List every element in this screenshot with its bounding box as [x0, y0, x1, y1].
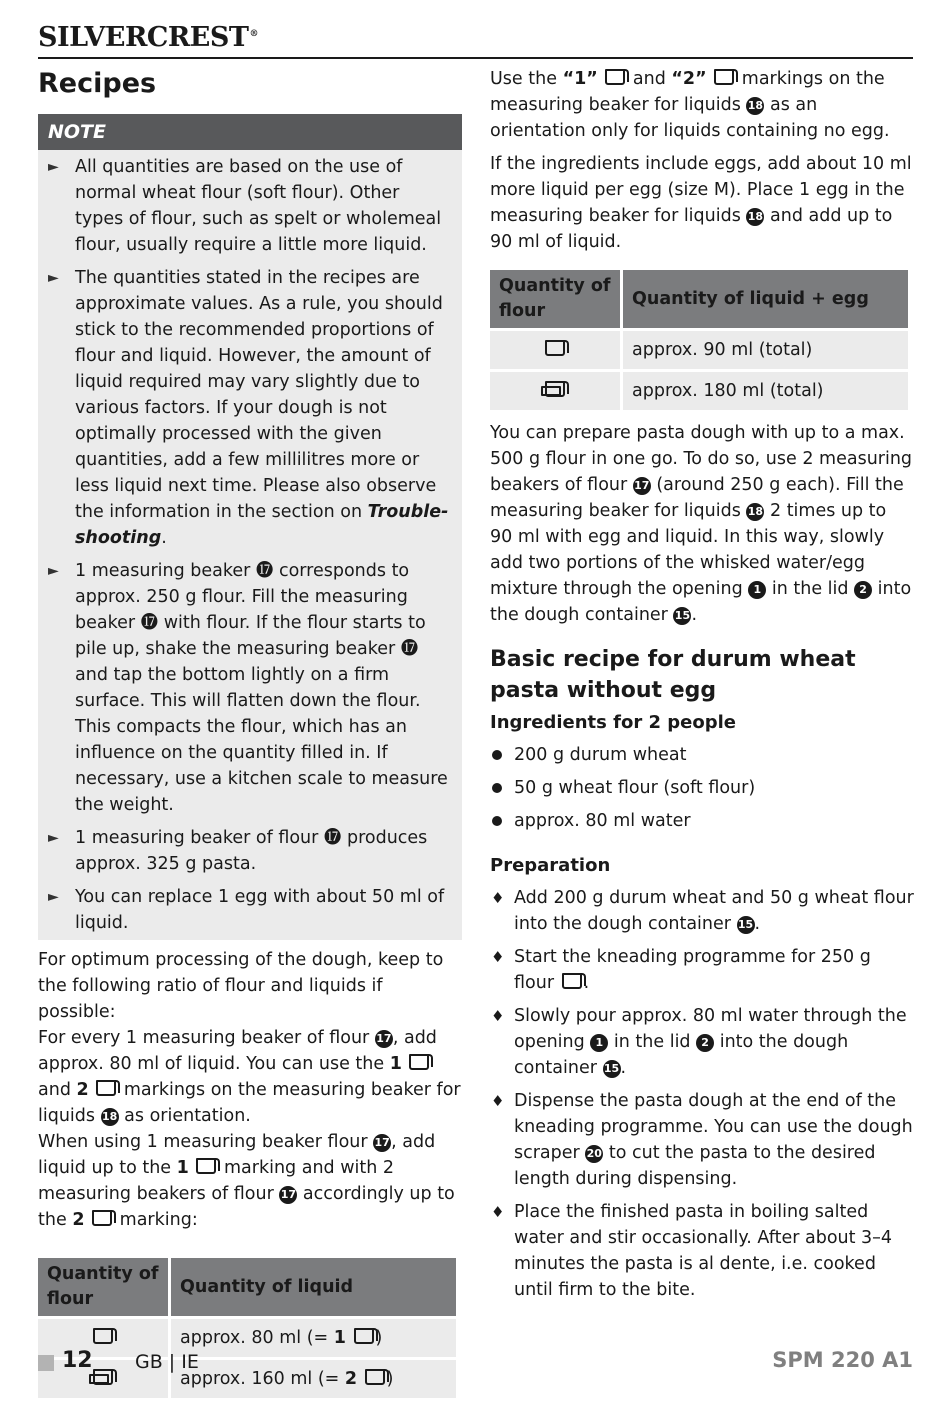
preparation-title: Preparation: [490, 855, 611, 876]
ref-17-icon: 17: [633, 477, 651, 495]
ratio-intro: For optimum processing of the dough, keep to the following ratio of flour and liquids if possible:: [38, 950, 444, 1022]
diamond-icon: ♦: [491, 1092, 505, 1110]
ref-18-icon: 18: [746, 97, 764, 115]
arrow-icon: ►: [48, 830, 59, 846]
ingredient-item: approx. 80 ml water: [490, 808, 914, 834]
one-beaker-icon: [545, 340, 565, 356]
ref-1-icon: 1: [748, 581, 766, 599]
diamond-icon: ♦: [491, 1203, 505, 1221]
prep-step: ♦ Slowly pour approx. 80 ml water through the opening 1 in the lid 2 into the dough container 15.: [490, 1003, 914, 1081]
ref-20-icon: 20: [585, 1145, 603, 1163]
marking-text: When using 1 measuring beaker flour 17, add liquid up to the 1 marking and with 2 measuring beakers of flour 17 accordingly up to the 2 marking:: [38, 1132, 455, 1230]
table-header-liquid-egg: Quantity of liquid + egg: [623, 270, 908, 328]
ref-2-icon: 2: [696, 1034, 714, 1052]
egg-table: [487, 267, 911, 413]
language-label: GB | IE: [135, 1351, 199, 1373]
brand-logo: SILVERCREST®: [38, 22, 258, 53]
table-header-liquid: Quantity of liquid: [171, 1258, 456, 1316]
footer: [38, 1348, 913, 1376]
table-row: approx. 160 ml (= 2 ): [38, 1360, 456, 1398]
beaker-mark-icon: [354, 1328, 374, 1344]
note-item: ► 1 measuring beaker of flour ⓱ produces approx. 325 g pasta.: [48, 825, 452, 877]
table-header-flour: Quantity of flour: [490, 270, 620, 328]
ingredient-item: 50 g wheat flour (soft flour): [490, 775, 914, 801]
note-label: NOTE: [38, 114, 462, 150]
prep-step: ♦ Start the kneading programme for 250 g flour .: [490, 944, 914, 996]
page-number: 12: [62, 1348, 93, 1373]
beaker-mark-icon: [196, 1158, 216, 1174]
ref-17-icon: 17: [375, 1030, 393, 1048]
diamond-icon: ♦: [491, 948, 505, 966]
ref-2-icon: 2: [854, 581, 872, 599]
left-column: [38, 66, 462, 1401]
page-marker: [38, 1355, 54, 1371]
max-dough-text: You can prepare pasta dough with up to a max. 500 g flour in one go. To do so, use 2 measuring beakers of flour 17 (around 250 g each). Fill the measuring beaker for liquids 18 2 times up to 90 ml with egg and liquid. In this way, slowly add two portions of the whisked water/egg mixture through the opening 1 in the lid 2 into the dough container 15.: [490, 423, 913, 625]
note-box: [38, 150, 462, 940]
ingredients-title: Ingredients for 2 people: [490, 712, 736, 733]
table-row: approx. 180 ml (total): [490, 372, 908, 410]
ref-18-icon: 18: [746, 208, 764, 226]
ref-15-icon: 15: [737, 916, 755, 934]
arrow-icon: ►: [48, 889, 59, 905]
table-row: approx. 80 ml (= 1 ): [38, 1319, 456, 1357]
note-item: ► You can replace 1 egg with about 50 ml of liquid.: [48, 884, 452, 936]
note-item: ► All quantities are based on the use of normal wheat flour (soft flour). Other types of flour, such as spelt or wholemeal flour, usually require a little more liquid.: [48, 154, 452, 258]
arrow-icon: ►: [48, 159, 59, 175]
ratio-text: For every 1 measuring beaker of flour 17, add approx. 80 ml of liquid. You can use the 1 and 2 markings on the measuring beaker for liquids 18 as orientation.: [38, 1028, 461, 1126]
ref-15-icon: 15: [603, 1060, 621, 1078]
bullet-icon: [492, 783, 502, 793]
note-item: ► The quantities stated in the recipes are approximate values. As a rule, you should stick to the recommended proportions of flour and liquid. However, the amount of liquid required may vary slightly due to various factors. If your dough is not optimally processed with the given quantities, add a few millilitres more or less liquid next time. Please also observe the information in the section on Trouble-shooting.: [48, 265, 452, 551]
beaker-mark-icon: [714, 69, 734, 85]
ingredient-item: 200 g durum wheat: [490, 742, 914, 768]
note-item: ► 1 measuring beaker ⓱ corresponds to approx. 250 g flour. Fill the measuring beaker ⓱ with flour. If the flour starts to pile up, shake the measuring beaker ⓱ and tap the bottom lightly on a firm surface. This will flatten down the flour. This compacts the flour, which has an influence on the quantity filled in. If necessary, use a kitchen scale to measure the weight.: [48, 558, 452, 818]
diamond-icon: ♦: [491, 1007, 505, 1025]
ref-18-icon: 18: [746, 503, 764, 521]
arrow-icon: ►: [48, 563, 59, 579]
right-column: [490, 66, 914, 1310]
ref-15-icon: 15: [673, 607, 691, 625]
egg-text: If the ingredients include eggs, add about 10 ml more liquid per egg (size M). Place 1 egg in the measuring beaker for liquids 18 and add up to 90 ml of liquid.: [490, 154, 912, 252]
model-number: SPM 220 A1: [772, 1348, 913, 1372]
prep-step: ♦ Add 200 g durum wheat and 50 g wheat flour into the dough container 15.: [490, 885, 914, 937]
ref-17-icon: 17: [279, 1186, 297, 1204]
ref-17-icon: 17: [373, 1134, 391, 1152]
arrow-icon: ►: [48, 270, 59, 286]
recipe-heading: Basic recipe for durum wheat pasta without egg: [490, 647, 856, 703]
page-title: Recipes: [38, 68, 157, 99]
table-header-flour: Quantity of flour: [38, 1258, 168, 1316]
troubleshooting-link: Trouble-shooting: [75, 502, 449, 548]
ref-1-icon: 1: [590, 1034, 608, 1052]
two-beakers-icon: [545, 381, 565, 397]
liquid-table: [35, 1255, 459, 1401]
prep-step: ♦ Place the finished pasta in boiling salted water and stir occasionally. After about 3–4 minutes the pasta is al dente, i.e. cooked until firm to the bite.: [490, 1199, 914, 1303]
ref-18-icon: 18: [101, 1108, 119, 1126]
beaker-mark-icon: [409, 1054, 429, 1070]
bullet-icon: [492, 816, 502, 826]
beaker-mark-icon: [605, 69, 625, 85]
bullet-icon: [492, 750, 502, 760]
one-beaker-icon: [93, 1328, 113, 1344]
beaker-mark-icon: [96, 1080, 116, 1096]
header-rule: [38, 57, 913, 59]
beaker-mark-icon: [92, 1210, 112, 1226]
table-row: approx. 90 ml (total): [490, 331, 908, 369]
orientation-text: Use the “1” and “2” markings on the measuring beaker for liquids 18 as an orientation only for liquids containing no egg.: [490, 69, 890, 141]
diamond-icon: ♦: [491, 889, 505, 907]
prep-step: ♦ Dispense the pasta dough at the end of the kneading programme. You can use the dough scraper 20 to cut the pasta to the desired length during dispensing.: [490, 1088, 914, 1192]
beaker-mark-icon: [562, 973, 582, 989]
